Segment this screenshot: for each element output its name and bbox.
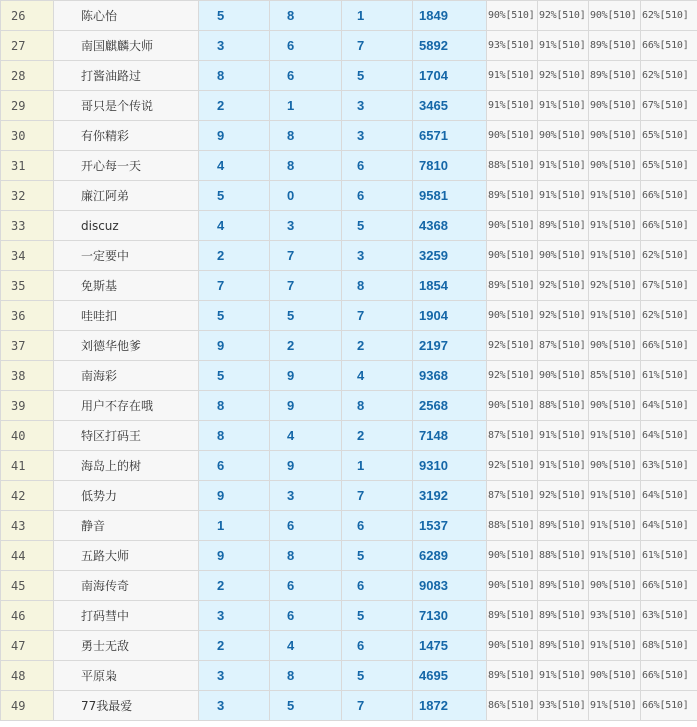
- rate-2-cell: 93%[510]: [538, 691, 589, 721]
- rate-4-cell: 66%[510]: [641, 571, 697, 601]
- digit-1-cell: 4: [199, 211, 270, 241]
- rank-cell: 28: [1, 61, 54, 91]
- digit-2-cell: 1: [270, 91, 342, 121]
- rate-3-cell: 90%[510]: [589, 91, 641, 121]
- rate-1-cell: 90%[510]: [487, 631, 538, 661]
- number-cell: 5892: [413, 31, 487, 61]
- rate-4-cell: 67%[510]: [641, 271, 697, 301]
- rate-3-cell: 90%[510]: [589, 661, 641, 691]
- rank-cell: 39: [1, 391, 54, 421]
- digit-2-cell: 9: [270, 451, 342, 481]
- digit-1-cell: 9: [199, 541, 270, 571]
- username-cell[interactable]: 刘德华他爹: [54, 331, 199, 361]
- rate-1-cell: 90%[510]: [487, 301, 538, 331]
- number-cell: 1849: [413, 1, 487, 31]
- digit-1-cell: 9: [199, 481, 270, 511]
- table-row: [1, 181, 697, 211]
- table-row: [1, 631, 697, 661]
- rate-3-cell: 91%[510]: [589, 481, 641, 511]
- rate-2-cell: 92%[510]: [538, 61, 589, 91]
- number-cell: 6571: [413, 121, 487, 151]
- table-row: [1, 91, 697, 121]
- username-cell[interactable]: 陈心怡: [54, 1, 199, 31]
- rate-2-cell: 91%[510]: [538, 181, 589, 211]
- number-cell: 1537: [413, 511, 487, 541]
- table-row: [1, 331, 697, 361]
- rate-1-cell: 90%[510]: [487, 211, 538, 241]
- rate-1-cell: 90%[510]: [487, 541, 538, 571]
- digit-3-cell: 8: [342, 391, 413, 421]
- number-cell: 2568: [413, 391, 487, 421]
- rate-1-cell: 87%[510]: [487, 421, 538, 451]
- number-cell: 9310: [413, 451, 487, 481]
- number-cell: 9368: [413, 361, 487, 391]
- rate-4-cell: 64%[510]: [641, 481, 697, 511]
- table-row: [1, 271, 697, 301]
- rank-cell: 34: [1, 241, 54, 271]
- rate-2-cell: 92%[510]: [538, 301, 589, 331]
- rate-2-cell: 91%[510]: [538, 451, 589, 481]
- number-cell: 4368: [413, 211, 487, 241]
- digit-1-cell: 3: [199, 691, 270, 721]
- table-row: [1, 421, 697, 451]
- rank-cell: 37: [1, 331, 54, 361]
- digit-2-cell: 5: [270, 301, 342, 331]
- digit-1-cell: 9: [199, 121, 270, 151]
- username-cell[interactable]: 有你精彩: [54, 121, 199, 151]
- rate-1-cell: 92%[510]: [487, 331, 538, 361]
- rate-1-cell: 90%[510]: [487, 121, 538, 151]
- username-cell[interactable]: 勇士无敌: [54, 631, 199, 661]
- rank-cell: 33: [1, 211, 54, 241]
- rate-1-cell: 90%[510]: [487, 391, 538, 421]
- username-cell[interactable]: 用户不存在哦: [54, 391, 199, 421]
- digit-2-cell: 7: [270, 271, 342, 301]
- rate-3-cell: 85%[510]: [589, 361, 641, 391]
- rank-cell: 30: [1, 121, 54, 151]
- number-cell: 3192: [413, 481, 487, 511]
- rate-1-cell: 90%[510]: [487, 241, 538, 271]
- username-cell[interactable]: 一定要中: [54, 241, 199, 271]
- number-cell: 4695: [413, 661, 487, 691]
- username-cell[interactable]: 静音: [54, 511, 199, 541]
- digit-1-cell: 5: [199, 301, 270, 331]
- rate-4-cell: 66%[510]: [641, 31, 697, 61]
- rate-2-cell: 88%[510]: [538, 541, 589, 571]
- digit-2-cell: 6: [270, 601, 342, 631]
- rank-cell: 43: [1, 511, 54, 541]
- digit-1-cell: 8: [199, 391, 270, 421]
- digit-1-cell: 7: [199, 271, 270, 301]
- username-cell[interactable]: 廉江阿弟: [54, 181, 199, 211]
- rank-cell: 41: [1, 451, 54, 481]
- number-cell: 9581: [413, 181, 487, 211]
- digit-2-cell: 8: [270, 541, 342, 571]
- rate-4-cell: 63%[510]: [641, 451, 697, 481]
- digit-1-cell: 2: [199, 91, 270, 121]
- rate-1-cell: 88%[510]: [487, 151, 538, 181]
- number-cell: 1872: [413, 691, 487, 721]
- rate-3-cell: 90%[510]: [589, 571, 641, 601]
- digit-1-cell: 5: [199, 181, 270, 211]
- number-cell: 6289: [413, 541, 487, 571]
- rank-cell: 49: [1, 691, 54, 721]
- rate-3-cell: 90%[510]: [589, 451, 641, 481]
- rate-4-cell: 62%[510]: [641, 61, 697, 91]
- rank-cell: 27: [1, 31, 54, 61]
- rate-3-cell: 89%[510]: [589, 61, 641, 91]
- rate-2-cell: 90%[510]: [538, 241, 589, 271]
- number-cell: 1704: [413, 61, 487, 91]
- rate-2-cell: 87%[510]: [538, 331, 589, 361]
- number-cell: 7130: [413, 601, 487, 631]
- digit-2-cell: 4: [270, 421, 342, 451]
- rate-2-cell: 89%[510]: [538, 511, 589, 541]
- digit-3-cell: 1: [342, 451, 413, 481]
- digit-2-cell: 6: [270, 571, 342, 601]
- username-cell[interactable]: 打酱油路过: [54, 61, 199, 91]
- rate-1-cell: 92%[510]: [487, 451, 538, 481]
- digit-1-cell: 1: [199, 511, 270, 541]
- rate-3-cell: 92%[510]: [589, 271, 641, 301]
- digit-2-cell: 6: [270, 61, 342, 91]
- rank-cell: 36: [1, 301, 54, 331]
- rate-1-cell: 91%[510]: [487, 61, 538, 91]
- table-row: [1, 571, 697, 601]
- table-row: [1, 301, 697, 331]
- rate-1-cell: 89%[510]: [487, 181, 538, 211]
- digit-1-cell: 3: [199, 31, 270, 61]
- digit-2-cell: 9: [270, 361, 342, 391]
- digit-2-cell: 0: [270, 181, 342, 211]
- rate-1-cell: 91%[510]: [487, 91, 538, 121]
- number-cell: 1904: [413, 301, 487, 331]
- rate-1-cell: 88%[510]: [487, 511, 538, 541]
- rate-2-cell: 92%[510]: [538, 1, 589, 31]
- rate-2-cell: 91%[510]: [538, 661, 589, 691]
- rate-3-cell: 91%[510]: [589, 241, 641, 271]
- rate-1-cell: 89%[510]: [487, 661, 538, 691]
- rate-3-cell: 91%[510]: [589, 211, 641, 241]
- rate-2-cell: 91%[510]: [538, 421, 589, 451]
- rate-2-cell: 89%[510]: [538, 571, 589, 601]
- digit-3-cell: 7: [342, 31, 413, 61]
- digit-2-cell: 9: [270, 391, 342, 421]
- table-row: [1, 511, 697, 541]
- table-row: [1, 31, 697, 61]
- digit-3-cell: 8: [342, 271, 413, 301]
- digit-1-cell: 5: [199, 1, 270, 31]
- table-row: [1, 691, 697, 721]
- username-cell[interactable]: 开心每一天: [54, 151, 199, 181]
- rate-3-cell: 93%[510]: [589, 601, 641, 631]
- digit-3-cell: 5: [342, 61, 413, 91]
- digit-2-cell: 6: [270, 511, 342, 541]
- digit-3-cell: 6: [342, 151, 413, 181]
- rate-4-cell: 64%[510]: [641, 421, 697, 451]
- number-cell: 3259: [413, 241, 487, 271]
- rate-2-cell: 91%[510]: [538, 151, 589, 181]
- rate-3-cell: 91%[510]: [589, 541, 641, 571]
- username-cell[interactable]: 免斯基: [54, 271, 199, 301]
- username-cell[interactable]: 南海传奇: [54, 571, 199, 601]
- digit-3-cell: 3: [342, 91, 413, 121]
- rate-2-cell: 91%[510]: [538, 91, 589, 121]
- username-cell[interactable]: 77我最爱: [54, 691, 199, 721]
- digit-3-cell: 6: [342, 181, 413, 211]
- rate-3-cell: 91%[510]: [589, 511, 641, 541]
- rank-cell: 47: [1, 631, 54, 661]
- digit-2-cell: 5: [270, 691, 342, 721]
- rate-2-cell: 89%[510]: [538, 631, 589, 661]
- rank-cell: 46: [1, 601, 54, 631]
- username-cell[interactable]: 平原枭: [54, 661, 199, 691]
- digit-2-cell: 7: [270, 241, 342, 271]
- digit-1-cell: 9: [199, 331, 270, 361]
- rank-cell: 40: [1, 421, 54, 451]
- rate-4-cell: 68%[510]: [641, 631, 697, 661]
- digit-2-cell: 8: [270, 121, 342, 151]
- rate-2-cell: 92%[510]: [538, 481, 589, 511]
- table-row: [1, 61, 697, 91]
- rank-cell: 45: [1, 571, 54, 601]
- rate-4-cell: 61%[510]: [641, 361, 697, 391]
- digit-3-cell: 5: [342, 601, 413, 631]
- rate-3-cell: 91%[510]: [589, 301, 641, 331]
- username-cell[interactable]: 哥只是个传说: [54, 91, 199, 121]
- table-row: [1, 541, 697, 571]
- rate-4-cell: 66%[510]: [641, 211, 697, 241]
- rate-3-cell: 90%[510]: [589, 391, 641, 421]
- digit-1-cell: 8: [199, 421, 270, 451]
- digit-1-cell: 3: [199, 661, 270, 691]
- table-row: [1, 361, 697, 391]
- table-row: [1, 121, 697, 151]
- table-row: [1, 451, 697, 481]
- digit-3-cell: 6: [342, 511, 413, 541]
- digit-3-cell: 5: [342, 211, 413, 241]
- username-cell[interactable]: 南海彩: [54, 361, 199, 391]
- number-cell: 1854: [413, 271, 487, 301]
- rate-2-cell: 88%[510]: [538, 391, 589, 421]
- digit-2-cell: 3: [270, 211, 342, 241]
- rank-cell: 42: [1, 481, 54, 511]
- digit-3-cell: 4: [342, 361, 413, 391]
- rank-cell: 44: [1, 541, 54, 571]
- table-row: [1, 151, 697, 181]
- username-cell[interactable]: 海岛上的树: [54, 451, 199, 481]
- digit-3-cell: 5: [342, 541, 413, 571]
- username-cell[interactable]: discuz: [54, 211, 199, 241]
- rank-cell: 31: [1, 151, 54, 181]
- rate-3-cell: 91%[510]: [589, 421, 641, 451]
- rank-cell: 48: [1, 661, 54, 691]
- rate-3-cell: 91%[510]: [589, 691, 641, 721]
- username-cell[interactable]: 南国麒麟大师: [54, 31, 199, 61]
- rate-4-cell: 65%[510]: [641, 151, 697, 181]
- username-cell[interactable]: 特区打码王: [54, 421, 199, 451]
- digit-1-cell: 5: [199, 361, 270, 391]
- digit-1-cell: 2: [199, 241, 270, 271]
- rate-4-cell: 62%[510]: [641, 241, 697, 271]
- rate-1-cell: 90%[510]: [487, 1, 538, 31]
- digit-1-cell: 4: [199, 151, 270, 181]
- rate-1-cell: 90%[510]: [487, 571, 538, 601]
- rank-cell: 35: [1, 271, 54, 301]
- rank-cell: 38: [1, 361, 54, 391]
- digit-2-cell: 2: [270, 331, 342, 361]
- rate-4-cell: 66%[510]: [641, 661, 697, 691]
- rate-2-cell: 89%[510]: [538, 211, 589, 241]
- digit-2-cell: 8: [270, 151, 342, 181]
- rate-3-cell: 90%[510]: [589, 121, 641, 151]
- rate-4-cell: 65%[510]: [641, 121, 697, 151]
- digit-1-cell: 6: [199, 451, 270, 481]
- digit-3-cell: 1: [342, 1, 413, 31]
- rate-4-cell: 61%[510]: [641, 541, 697, 571]
- rate-2-cell: 89%[510]: [538, 601, 589, 631]
- rate-2-cell: 91%[510]: [538, 31, 589, 61]
- username-cell[interactable]: 五路大师: [54, 541, 199, 571]
- rate-2-cell: 92%[510]: [538, 271, 589, 301]
- rate-4-cell: 62%[510]: [641, 1, 697, 31]
- digit-2-cell: 8: [270, 661, 342, 691]
- table-body: [1, 1, 697, 721]
- rate-4-cell: 66%[510]: [641, 331, 697, 361]
- rate-4-cell: 62%[510]: [641, 301, 697, 331]
- rank-cell: 29: [1, 91, 54, 121]
- rate-4-cell: 66%[510]: [641, 181, 697, 211]
- digit-2-cell: 8: [270, 1, 342, 31]
- number-cell: 7148: [413, 421, 487, 451]
- digit-3-cell: 6: [342, 571, 413, 601]
- rate-4-cell: 66%[510]: [641, 691, 697, 721]
- rate-1-cell: 86%[510]: [487, 691, 538, 721]
- digit-3-cell: 5: [342, 661, 413, 691]
- table-row: [1, 211, 697, 241]
- digit-2-cell: 6: [270, 31, 342, 61]
- rate-3-cell: 90%[510]: [589, 1, 641, 31]
- digit-3-cell: 7: [342, 481, 413, 511]
- table-row: [1, 601, 697, 631]
- digit-3-cell: 7: [342, 691, 413, 721]
- rank-cell: 26: [1, 1, 54, 31]
- rate-2-cell: 90%[510]: [538, 361, 589, 391]
- rate-4-cell: 67%[510]: [641, 91, 697, 121]
- rate-1-cell: 93%[510]: [487, 31, 538, 61]
- rate-4-cell: 64%[510]: [641, 391, 697, 421]
- table-row: [1, 241, 697, 271]
- digit-2-cell: 3: [270, 481, 342, 511]
- digit-1-cell: 2: [199, 631, 270, 661]
- username-cell[interactable]: 哇哇扣: [54, 301, 199, 331]
- rate-3-cell: 90%[510]: [589, 151, 641, 181]
- rate-1-cell: 87%[510]: [487, 481, 538, 511]
- digit-1-cell: 2: [199, 571, 270, 601]
- username-cell[interactable]: 打码彗中: [54, 601, 199, 631]
- digit-3-cell: 3: [342, 241, 413, 271]
- table-row: [1, 1, 697, 31]
- digit-2-cell: 4: [270, 631, 342, 661]
- rank-cell: 32: [1, 181, 54, 211]
- rate-2-cell: 90%[510]: [538, 121, 589, 151]
- digit-3-cell: 3: [342, 121, 413, 151]
- rate-3-cell: 91%[510]: [589, 631, 641, 661]
- number-cell: 3465: [413, 91, 487, 121]
- rate-4-cell: 64%[510]: [641, 511, 697, 541]
- number-cell: 1475: [413, 631, 487, 661]
- digit-1-cell: 8: [199, 61, 270, 91]
- number-cell: 7810: [413, 151, 487, 181]
- number-cell: 2197: [413, 331, 487, 361]
- digit-3-cell: 2: [342, 331, 413, 361]
- rate-1-cell: 89%[510]: [487, 271, 538, 301]
- rate-3-cell: 91%[510]: [589, 181, 641, 211]
- username-cell[interactable]: 低势力: [54, 481, 199, 511]
- digit-3-cell: 7: [342, 301, 413, 331]
- digit-3-cell: 2: [342, 421, 413, 451]
- digit-1-cell: 3: [199, 601, 270, 631]
- rate-3-cell: 89%[510]: [589, 31, 641, 61]
- rate-4-cell: 63%[510]: [641, 601, 697, 631]
- digit-3-cell: 6: [342, 631, 413, 661]
- table-row: [1, 391, 697, 421]
- rate-3-cell: 90%[510]: [589, 331, 641, 361]
- rate-1-cell: 92%[510]: [487, 361, 538, 391]
- rate-1-cell: 89%[510]: [487, 601, 538, 631]
- number-cell: 9083: [413, 571, 487, 601]
- table-row: [1, 661, 697, 691]
- table-row: [1, 481, 697, 511]
